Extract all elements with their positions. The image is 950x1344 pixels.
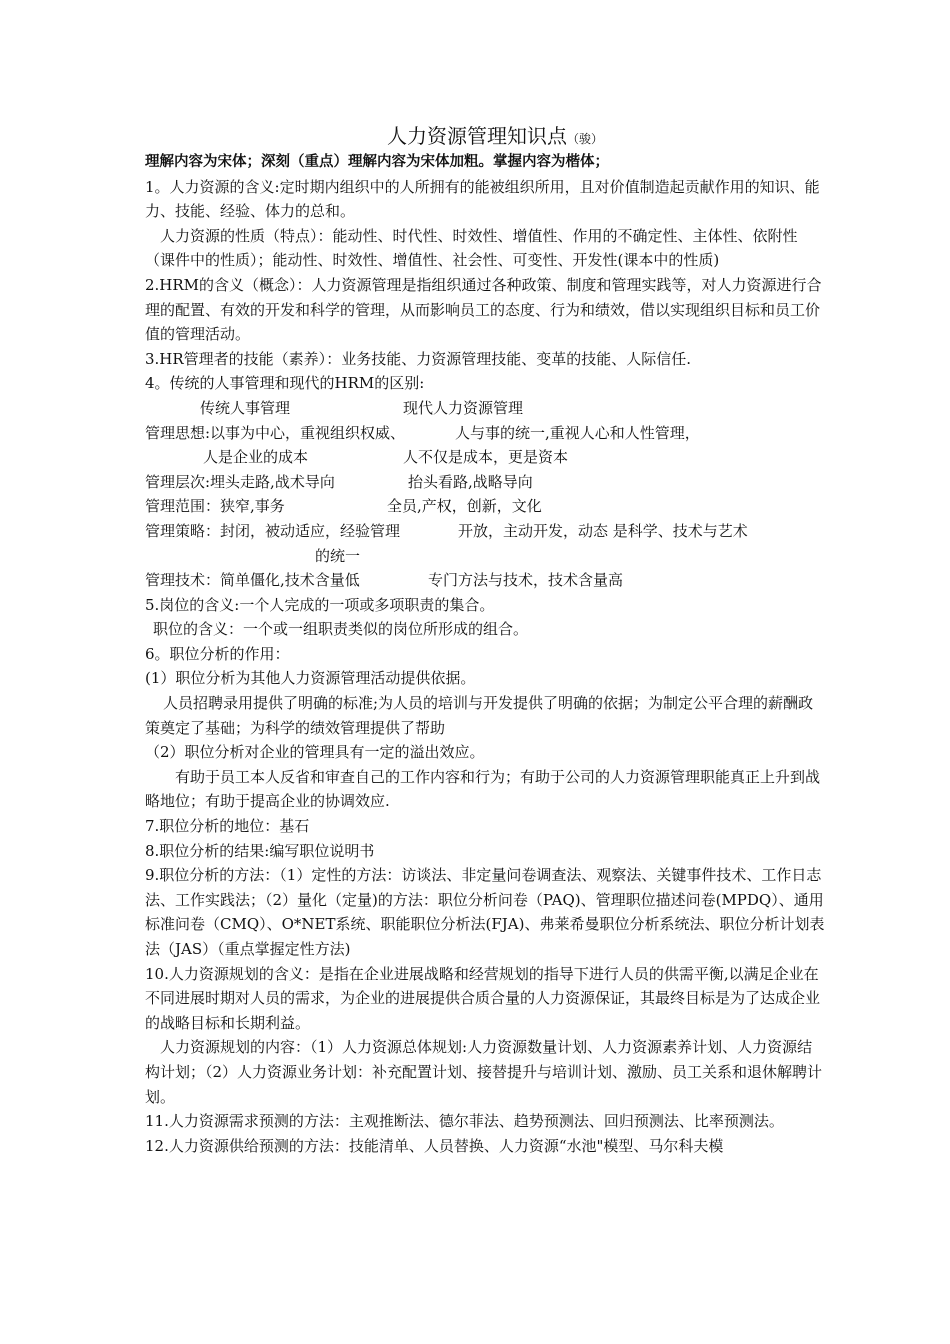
comparison-header-row [145,396,825,421]
comparison-row [145,445,825,470]
paragraph-4: 4。传统的人事管理和现代的HRM的区别: [145,374,425,393]
comparison-cell-right: 抬头看路,战略导向 [408,472,533,491]
paragraph-6b-detail: 有助于员工本人反省和审查自己的工作内容和行为；有助于公司的人力资源管理职能真正上升到战略地位；有助于提高企业的协调效应. [145,767,821,811]
comparison-cell-left: 管理层次:埋头走路,战术导向 [145,472,335,491]
paragraph-7: 7.职位分析的地位：基石 [145,817,310,836]
comparison-row [145,519,825,544]
comparison-row [145,494,825,519]
comparison-row [145,470,825,495]
comparison-cell-left: 人是企业的成本 [203,448,309,467]
comparison-cell-right: 人不仅是成本，更是资本 [403,448,569,467]
comparison-cell-right: 全员,产权，创新，文化 [387,497,542,516]
paragraph-6a-detail: 人员招聘录用提供了明确的标准;为人员的培训与开发提供了明确的依据；为制定公平合理的薪酬政策奠定了基础；为科学的绩效管理提供了帮助 [145,694,814,737]
paragraph-9: 9.职位分析的方法：（1）定性的方法：访谈法、非定量问卷调查法、观察法、关键事件技术、工作日志法、工作实践法；（2）量化（定量)的方法：职位分析问卷（PAQ)、管理职位描述问卷(MPDQ）、通用标准问卷（CMQ）、O*NET系统、职能职位分析法(FJA)、弗莱希曼职位分析系统法、职位分析计划表法（JAS）（重点掌握定性方法) [145,866,825,958]
comparison-header-left: 传统人事管理 [200,398,291,417]
paragraph-11: 11.人力资源需求预测的方法：主观推断法、德尔菲法、趋势预测法、回归预测法、比率预测法。 [145,1112,784,1131]
comparison-cell-right: 开放，主动开发，动态 是科学、技术与艺术 [458,521,748,540]
comparison-cell-left: 管理思想:以事为中心，重视组织权威、 [145,423,406,442]
comparison-cell-right: 人与事的统一,重视人心和人性管理， [455,423,700,442]
paragraph-2: 2.HRM的含义（概念）：人力资源管理是指组织通过各种政策、制度和管理实践等，对人力资源进行合理的配置、有效的开发和科学的管理，从而影响员工的态度、行为和绩效，借以实现组织目标和员工价值的管理活动。 [145,275,822,344]
title-text: 人力资源管理知识点 [386,124,567,148]
paragraph-5b: 职位的含义：一个或一组职责类似的岗位所形成的组合。 [153,620,529,639]
paragraph-6a: (1）职位分析为其他人力资源管理活动提供依据。 [145,669,476,688]
comparison-row [145,544,825,569]
comparison-cell-left: 管理策略：封闭，被动适应，经验管理 [145,521,401,540]
paragraph-1b: 人力资源的性质（特点）：能动性、时代性、时效性、增值性、作用的不确定性、主体性、依附性（课件中的性质）；能动性、时效性、增值性、社会性、可变性、开发性(课本中的性质) [145,226,798,270]
comparison-row [145,568,825,593]
paragraph-10: 10.人力资源规划的含义：是指在企业进展战略和经营规划的指导下进行人员的供需平衡,以满足企业在不同进展时期对人员的需求，为企业的进展提供合质合量的人力资源保证，其最终目标是为了达成企业的战略目标和长期利益。 [145,964,821,1032]
document-body [145,150,825,1158]
document-title [0,122,950,153]
paragraph-8: 8.职位分析的结果:编写职位说明书 [145,841,375,860]
comparison-cell-right: 专门方法与技术，技术含量高 [428,571,624,590]
paragraph-1: 1。人力资源的含义:定时期内组织中的人所拥有的能被组织所用，且对价值制造起贡献作用的知识、能力、技能、经验、体力的总和。 [145,177,820,221]
comparison-cell-left: 管理技术：简单僵化,技术含量低 [145,571,360,590]
comparison-header-right: 现代人力资源管理 [403,398,524,417]
comparison-cell-right: 的统一 [315,546,361,565]
comparison-row [145,421,825,446]
paragraph-5: 5.岗位的含义:一个人完成的一项或多项职责的集合。 [145,595,495,614]
title-suffix: （骏） [566,132,603,146]
comparison-cell-left: 管理范围：狭窄,事务 [145,497,285,516]
paragraph-6b: （2）职位分析对企业的管理具有一定的溢出效应。 [145,743,485,762]
paragraph-10b: 人力资源规划的内容：（1）人力资源总体规划:人力资源数量计划、人力资源素养计划、人力资源结构计划；（2）人力资源业务计划：补充配置计划、接替提升与培训计划、激励、员工关系和退休解聘计划。 [145,1038,823,1106]
paragraph-12: 12.人力资源供给预测的方法：技能清单、人员替换、人力资源“水池"模型、马尔科夫模 [145,1136,724,1155]
paragraph-3: 3.HR管理者的技能（素养）：业务技能、力资源管理技能、变革的技能、人际信任. [145,349,691,368]
intro-note: 理解内容为宋体；深刻（重点）理解内容为宋体加粗。掌握内容为楷体； [145,154,609,170]
paragraph-6: 6。职位分析的作用： [145,644,290,663]
